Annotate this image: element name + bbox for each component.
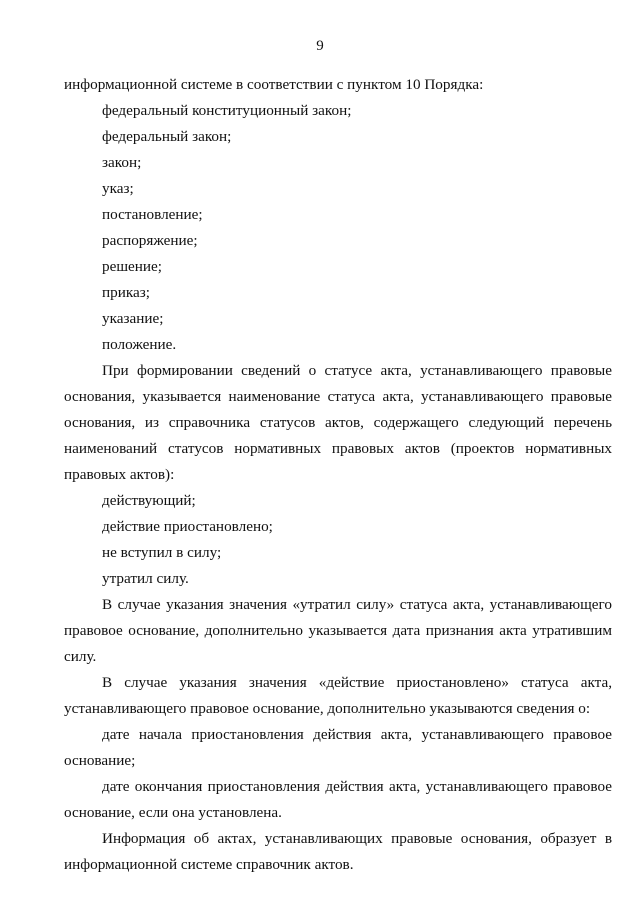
list-item: действие приостановлено; bbox=[102, 518, 273, 535]
list-item: федеральный конституционный закон; bbox=[102, 102, 352, 119]
intro-line: информационной системе в соответствии с пунктом 10 Порядка: bbox=[64, 76, 484, 93]
list-item: федеральный закон; bbox=[102, 128, 232, 145]
list-item: не вступил в силу; bbox=[102, 544, 222, 561]
lost-force-paragraph: В случае указания значения «утратил силу» статуса акта, устанавливающего правовое основание, дополнительно указывается дата признания акта утратившим силу. bbox=[64, 596, 612, 665]
closing-paragraph: Информация об актах, устанавливающих правовые основания, образует в информационной системе справочник актов. bbox=[64, 830, 612, 873]
statuses-list bbox=[64, 488, 612, 592]
suspended-paragraph: В случае указания значения «действие приостановлено» статуса акта, устанавливающего правовое основание, дополнительно указываются сведения о: bbox=[64, 674, 612, 717]
list-item: постановление; bbox=[102, 206, 203, 223]
suspension-start-item: дате начала приостановления действия акта, устанавливающего правовое основание; bbox=[64, 726, 612, 769]
list-item: решение; bbox=[102, 258, 162, 275]
act-types-list bbox=[64, 98, 612, 358]
list-item: закон; bbox=[102, 154, 142, 171]
suspension-end-item: дате окончания приостановления действия акта, устанавливающего правовое основание, если она установлена. bbox=[64, 778, 612, 821]
list-item: действующий; bbox=[102, 492, 196, 509]
page-number: 9 bbox=[316, 38, 324, 54]
document-body bbox=[64, 72, 612, 878]
list-item: указ; bbox=[102, 180, 134, 197]
list-item: положение. bbox=[102, 336, 177, 353]
list-item: распоряжение; bbox=[102, 232, 198, 249]
list-item: приказ; bbox=[102, 284, 150, 301]
list-item: утратил силу. bbox=[102, 570, 189, 587]
status-paragraph: При формировании сведений о статусе акта, устанавливающего правовые основания, указывается наименование статуса акта, устанавливающего правовые основания, из справочника статусов актов, содержащего следующий перечень наименований статусов нормативных правовых актов (проектов нормативных правовых актов): bbox=[64, 362, 612, 483]
list-item: указание; bbox=[102, 310, 164, 327]
